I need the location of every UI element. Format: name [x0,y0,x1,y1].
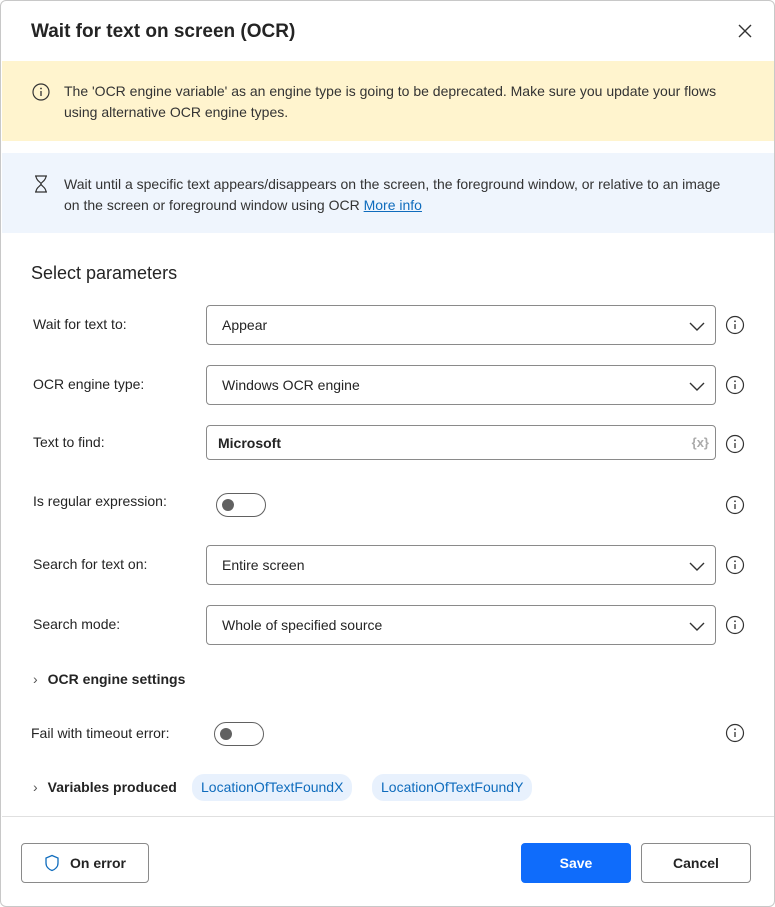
search-mode-dropdown[interactable] [206,605,716,645]
wait-for-label: Wait for text to: [33,316,127,332]
warning-text: The 'OCR engine variable' as an engine type is going to be deprecated. Make sure you update your flows using alternative OCR engine types. [64,83,717,120]
chevron-down-icon [689,378,705,394]
variable-chip[interactable]: LocationOfTextFoundX [192,774,352,801]
text-to-find-value: Microsoft [218,434,281,451]
regex-toggle[interactable] [216,493,266,517]
regex-label: Is regular expression: [33,493,167,509]
footer-divider [2,816,774,817]
wait-for-value: Appear [222,317,268,333]
ocr-settings-label: OCR engine settings [47,671,186,687]
search-on-value: Entire screen [222,557,305,573]
hourglass-icon [32,175,50,193]
info-icon[interactable] [725,495,745,515]
action-description [2,153,774,233]
variables-label: Variables produced [47,779,177,795]
chevron-right-icon: › [33,671,38,687]
timeout-label: Fail with timeout error: [31,725,170,741]
chevron-down-icon [689,618,705,634]
more-info-link[interactable]: More info [363,197,422,213]
variable-chip[interactable]: LocationOfTextFoundY [372,774,532,801]
chevron-down-icon [689,558,705,574]
timeout-toggle[interactable] [214,722,264,746]
search-mode-label: Search mode: [33,616,121,632]
info-icon[interactable] [725,375,745,395]
info-icon [32,83,50,101]
info-icon[interactable] [725,315,745,335]
search-mode-value: Whole of specified source [222,617,383,633]
engine-value: Windows OCR engine [222,377,360,393]
variables-expander[interactable] [33,779,177,795]
engine-label: OCR engine type: [33,376,145,392]
save-button[interactable]: Save [521,843,631,883]
close-icon[interactable] [735,21,755,41]
text-to-find-label: Text to find: [33,434,105,450]
search-on-dropdown[interactable] [206,545,716,585]
shield-icon [44,854,60,872]
engine-dropdown[interactable] [206,365,716,405]
description-text: Wait until a specific text appears/disappears on the screen, the foreground window, or relative to an image on the screen or foreground window using OCR [64,176,721,213]
cancel-button[interactable]: Cancel [641,843,751,883]
variable-picker-icon[interactable]: {x} [691,435,709,450]
section-title: Select parameters [31,263,178,283]
info-icon[interactable] [725,615,745,635]
info-icon[interactable] [725,723,745,743]
chevron-down-icon [689,318,705,334]
dialog-title: Wait for text on screen (OCR) [31,21,296,42]
info-icon[interactable] [725,434,745,454]
search-on-label: Search for text on: [33,556,148,572]
text-to-find-input[interactable] [206,425,716,460]
chevron-right-icon: › [33,779,38,795]
wait-for-dropdown[interactable] [206,305,716,345]
on-error-button[interactable] [21,843,149,883]
deprecation-warning [2,61,774,141]
on-error-label: On error [69,855,126,871]
info-icon[interactable] [725,555,745,575]
ocr-settings-expander[interactable] [33,671,185,687]
